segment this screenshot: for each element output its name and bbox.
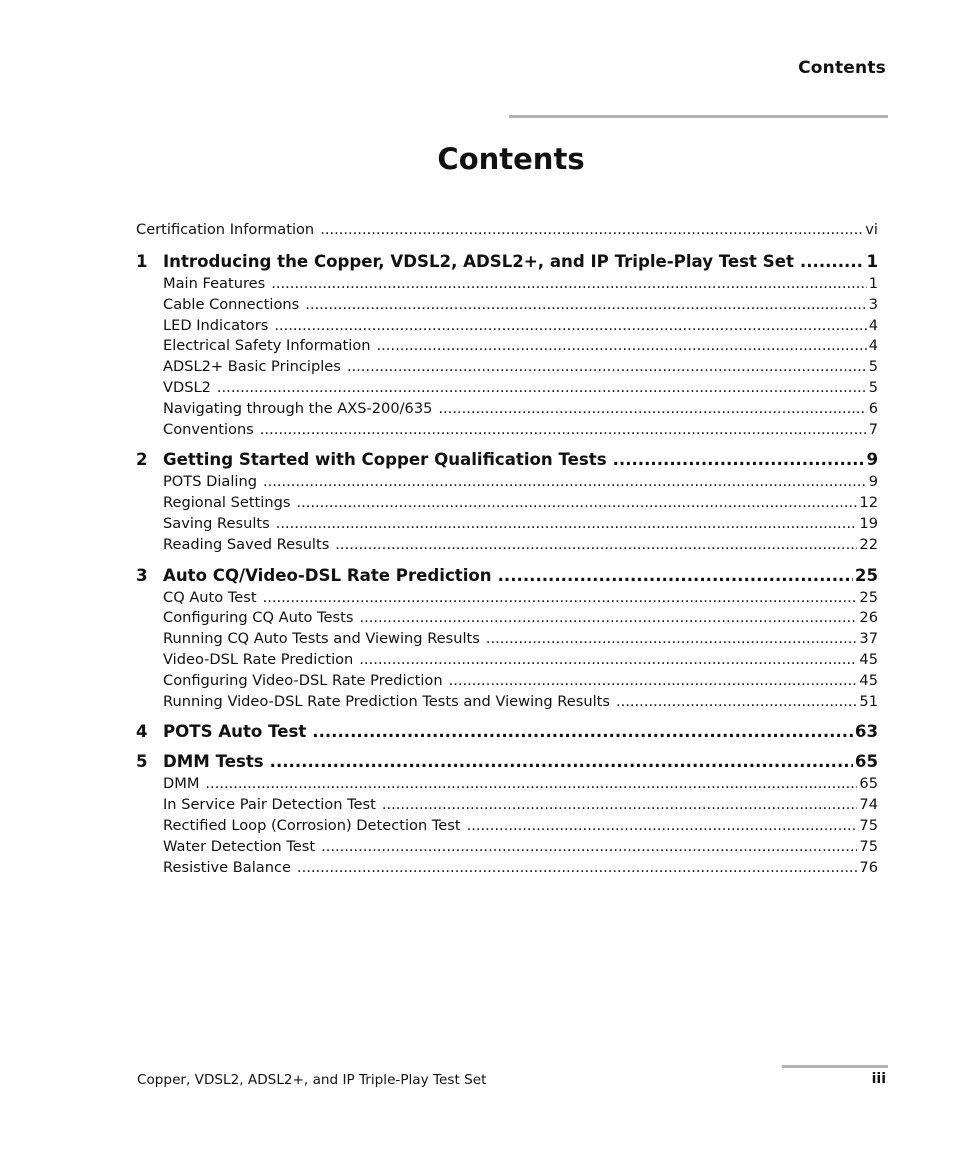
chapter-title: Introducing the Copper, VDSL2, ADSL2+, and IP Triple-Play Test Set bbox=[163, 252, 794, 271]
dot-leader bbox=[205, 774, 857, 795]
toc-page-number: vi bbox=[865, 221, 878, 238]
toc-chapter-3[interactable] bbox=[136, 564, 878, 588]
toc-entry-label: DMM bbox=[163, 775, 200, 793]
chapter-2-group bbox=[136, 448, 878, 555]
toc-entry[interactable] bbox=[136, 274, 878, 295]
toc-page-number: 22 bbox=[859, 535, 878, 553]
toc-entry[interactable] bbox=[136, 357, 878, 378]
dot-leader bbox=[377, 336, 867, 357]
toc-page-number: 12 bbox=[859, 494, 878, 512]
dot-leader bbox=[274, 316, 866, 337]
toc-entry-label: Video-DSL Rate Prediction bbox=[163, 650, 354, 668]
toc-entry[interactable] bbox=[136, 837, 878, 858]
chapter-5-group bbox=[136, 750, 878, 878]
chapter-3-group bbox=[136, 564, 878, 713]
toc-chapter-2[interactable] bbox=[136, 448, 878, 472]
toc-page-number: 1 bbox=[866, 252, 878, 271]
toc-page-number: 7 bbox=[868, 420, 878, 438]
footer-product-name: Copper, VDSL2, ADSL2+, and IP Triple-Play Test Set bbox=[137, 1072, 487, 1088]
toc-page-number: 6 bbox=[868, 399, 878, 417]
toc-entry[interactable] bbox=[136, 399, 878, 420]
toc-entry[interactable] bbox=[136, 295, 878, 316]
chapter-number: 5 bbox=[136, 752, 148, 772]
dot-leader bbox=[359, 608, 857, 629]
toc-entry[interactable] bbox=[136, 774, 878, 795]
toc-page-number: 75 bbox=[859, 837, 878, 855]
toc-page-number: 3 bbox=[868, 295, 878, 313]
dot-leader bbox=[498, 564, 853, 588]
toc-chapter-5[interactable] bbox=[136, 750, 878, 774]
dot-leader bbox=[486, 629, 858, 650]
toc-entry[interactable] bbox=[136, 514, 878, 535]
toc-page-number: 45 bbox=[859, 650, 878, 668]
dot-leader bbox=[321, 837, 857, 858]
toc-entry-label: Regional Settings bbox=[163, 494, 291, 512]
toc-page-number: 63 bbox=[854, 722, 878, 742]
dot-leader bbox=[335, 535, 857, 556]
toc-entry[interactable] bbox=[136, 692, 878, 713]
dot-leader bbox=[263, 588, 858, 609]
dot-leader bbox=[449, 671, 858, 692]
toc-page-number: 25 bbox=[854, 565, 878, 585]
toc-entry[interactable] bbox=[136, 535, 878, 556]
dot-leader bbox=[467, 816, 858, 837]
toc-entry-label: Water Detection Test bbox=[163, 837, 316, 855]
toc-page-number: 75 bbox=[859, 816, 878, 834]
footer-page-number: iii bbox=[871, 1071, 886, 1087]
toc-entry-label: Main Features bbox=[163, 275, 266, 292]
toc-entry-label: Running CQ Auto Tests and Viewing Results bbox=[163, 630, 480, 648]
chapter-title: Getting Started with Copper Qualification Tests bbox=[163, 450, 607, 470]
dot-leader bbox=[217, 378, 867, 399]
chapter-title: POTS Auto Test bbox=[163, 722, 307, 742]
dot-leader bbox=[800, 250, 865, 274]
toc-page-number: 19 bbox=[859, 514, 878, 532]
toc-page-number: 25 bbox=[859, 588, 878, 606]
toc-entry-label: Running Video-DSL Rate Prediction Tests and Viewing Results bbox=[163, 692, 610, 710]
dot-leader bbox=[276, 514, 858, 535]
footer-rule bbox=[782, 1065, 888, 1068]
dot-leader bbox=[271, 274, 866, 295]
dot-leader bbox=[260, 420, 867, 441]
chapter-number: 2 bbox=[136, 450, 148, 470]
chapter-title: DMM Tests bbox=[163, 752, 264, 772]
dot-leader bbox=[616, 692, 857, 713]
toc-chapter-4[interactable] bbox=[136, 720, 878, 744]
toc-entry[interactable] bbox=[136, 420, 878, 441]
toc-page-number: 9 bbox=[866, 450, 878, 470]
table-of-contents bbox=[136, 219, 878, 886]
toc-page-number: 76 bbox=[859, 858, 878, 876]
toc-entry[interactable] bbox=[136, 378, 878, 399]
toc-entry-label: Navigating through the AXS-200/635 bbox=[163, 399, 433, 417]
dot-leader bbox=[382, 795, 858, 816]
chapter-number: 1 bbox=[136, 252, 148, 271]
dot-leader bbox=[270, 750, 853, 774]
chapter-1-group bbox=[136, 250, 878, 440]
toc-entry-label: Configuring CQ Auto Tests bbox=[163, 609, 354, 627]
toc-page-number: 37 bbox=[859, 630, 878, 648]
toc-page-number: 26 bbox=[859, 609, 878, 627]
dot-leader bbox=[438, 399, 866, 420]
toc-page-number: 51 bbox=[859, 692, 878, 710]
toc-entry-label: ADSL2+ Basic Principles bbox=[163, 358, 341, 376]
toc-entry-label: VDSL2 bbox=[163, 378, 211, 396]
toc-entry-label: Electrical Safety Information bbox=[163, 337, 371, 355]
dot-leader bbox=[347, 357, 867, 378]
chapter-title: Auto CQ/Video-DSL Rate Prediction bbox=[163, 565, 492, 585]
toc-entry-label: LED Indicators bbox=[163, 316, 269, 334]
dot-leader bbox=[263, 472, 867, 493]
dot-leader bbox=[297, 858, 857, 879]
toc-page-number: 9 bbox=[868, 473, 878, 491]
toc-entry[interactable] bbox=[136, 629, 878, 650]
toc-page-number: 65 bbox=[859, 775, 878, 793]
toc-page-number: 1 bbox=[868, 275, 878, 292]
toc-page-number: 5 bbox=[868, 378, 878, 396]
chapter-4-group bbox=[136, 720, 878, 744]
toc-entry[interactable] bbox=[136, 493, 878, 514]
toc-entry-label: CQ Auto Test bbox=[163, 588, 257, 606]
toc-entry-label: Rectified Loop (Corrosion) Detection Test bbox=[163, 816, 461, 834]
dot-leader bbox=[312, 720, 853, 744]
toc-entry-label: Resistive Balance bbox=[163, 858, 291, 876]
toc-entry-certification[interactable] bbox=[136, 219, 878, 241]
toc-entry[interactable] bbox=[136, 858, 878, 879]
toc-entry-label: POTS Dialing bbox=[163, 473, 257, 491]
toc-entry[interactable] bbox=[136, 608, 878, 629]
toc-entry[interactable] bbox=[136, 472, 878, 493]
dot-leader bbox=[296, 493, 857, 514]
page-title: Contents bbox=[437, 142, 585, 176]
toc-page-number: 45 bbox=[859, 671, 878, 689]
toc-page-number: 4 bbox=[868, 337, 878, 355]
toc-entry-label: Saving Results bbox=[163, 514, 270, 532]
toc-entry[interactable] bbox=[136, 316, 878, 337]
toc-entry-label: Certification Information bbox=[136, 221, 315, 238]
dot-leader bbox=[613, 448, 865, 472]
toc-entry[interactable] bbox=[136, 650, 878, 671]
toc-entry-label: Configuring Video-DSL Rate Prediction bbox=[163, 671, 443, 689]
toc-entry-label: Conventions bbox=[163, 420, 254, 438]
dot-leader bbox=[320, 219, 863, 241]
toc-entry[interactable] bbox=[136, 588, 878, 609]
toc-entry[interactable] bbox=[136, 795, 878, 816]
chapter-number: 3 bbox=[136, 565, 148, 585]
toc-page-number: 74 bbox=[859, 796, 878, 814]
toc-page-number: 5 bbox=[868, 358, 878, 376]
toc-page-number: 65 bbox=[854, 752, 878, 772]
toc-entry-label: Cable Connections bbox=[163, 295, 300, 313]
toc-entry[interactable] bbox=[136, 816, 878, 837]
toc-page-number: 4 bbox=[868, 316, 878, 334]
header-rule bbox=[509, 115, 888, 118]
running-head: Contents bbox=[798, 58, 886, 78]
dot-leader bbox=[359, 650, 857, 671]
dot-leader bbox=[305, 295, 866, 316]
toc-entry[interactable] bbox=[136, 671, 878, 692]
toc-entry-label: In Service Pair Detection Test bbox=[163, 796, 376, 814]
toc-entry[interactable] bbox=[136, 336, 878, 357]
toc-chapter-1[interactable] bbox=[136, 250, 878, 274]
toc-entry-label: Reading Saved Results bbox=[163, 535, 330, 553]
chapter-number: 4 bbox=[136, 722, 148, 742]
